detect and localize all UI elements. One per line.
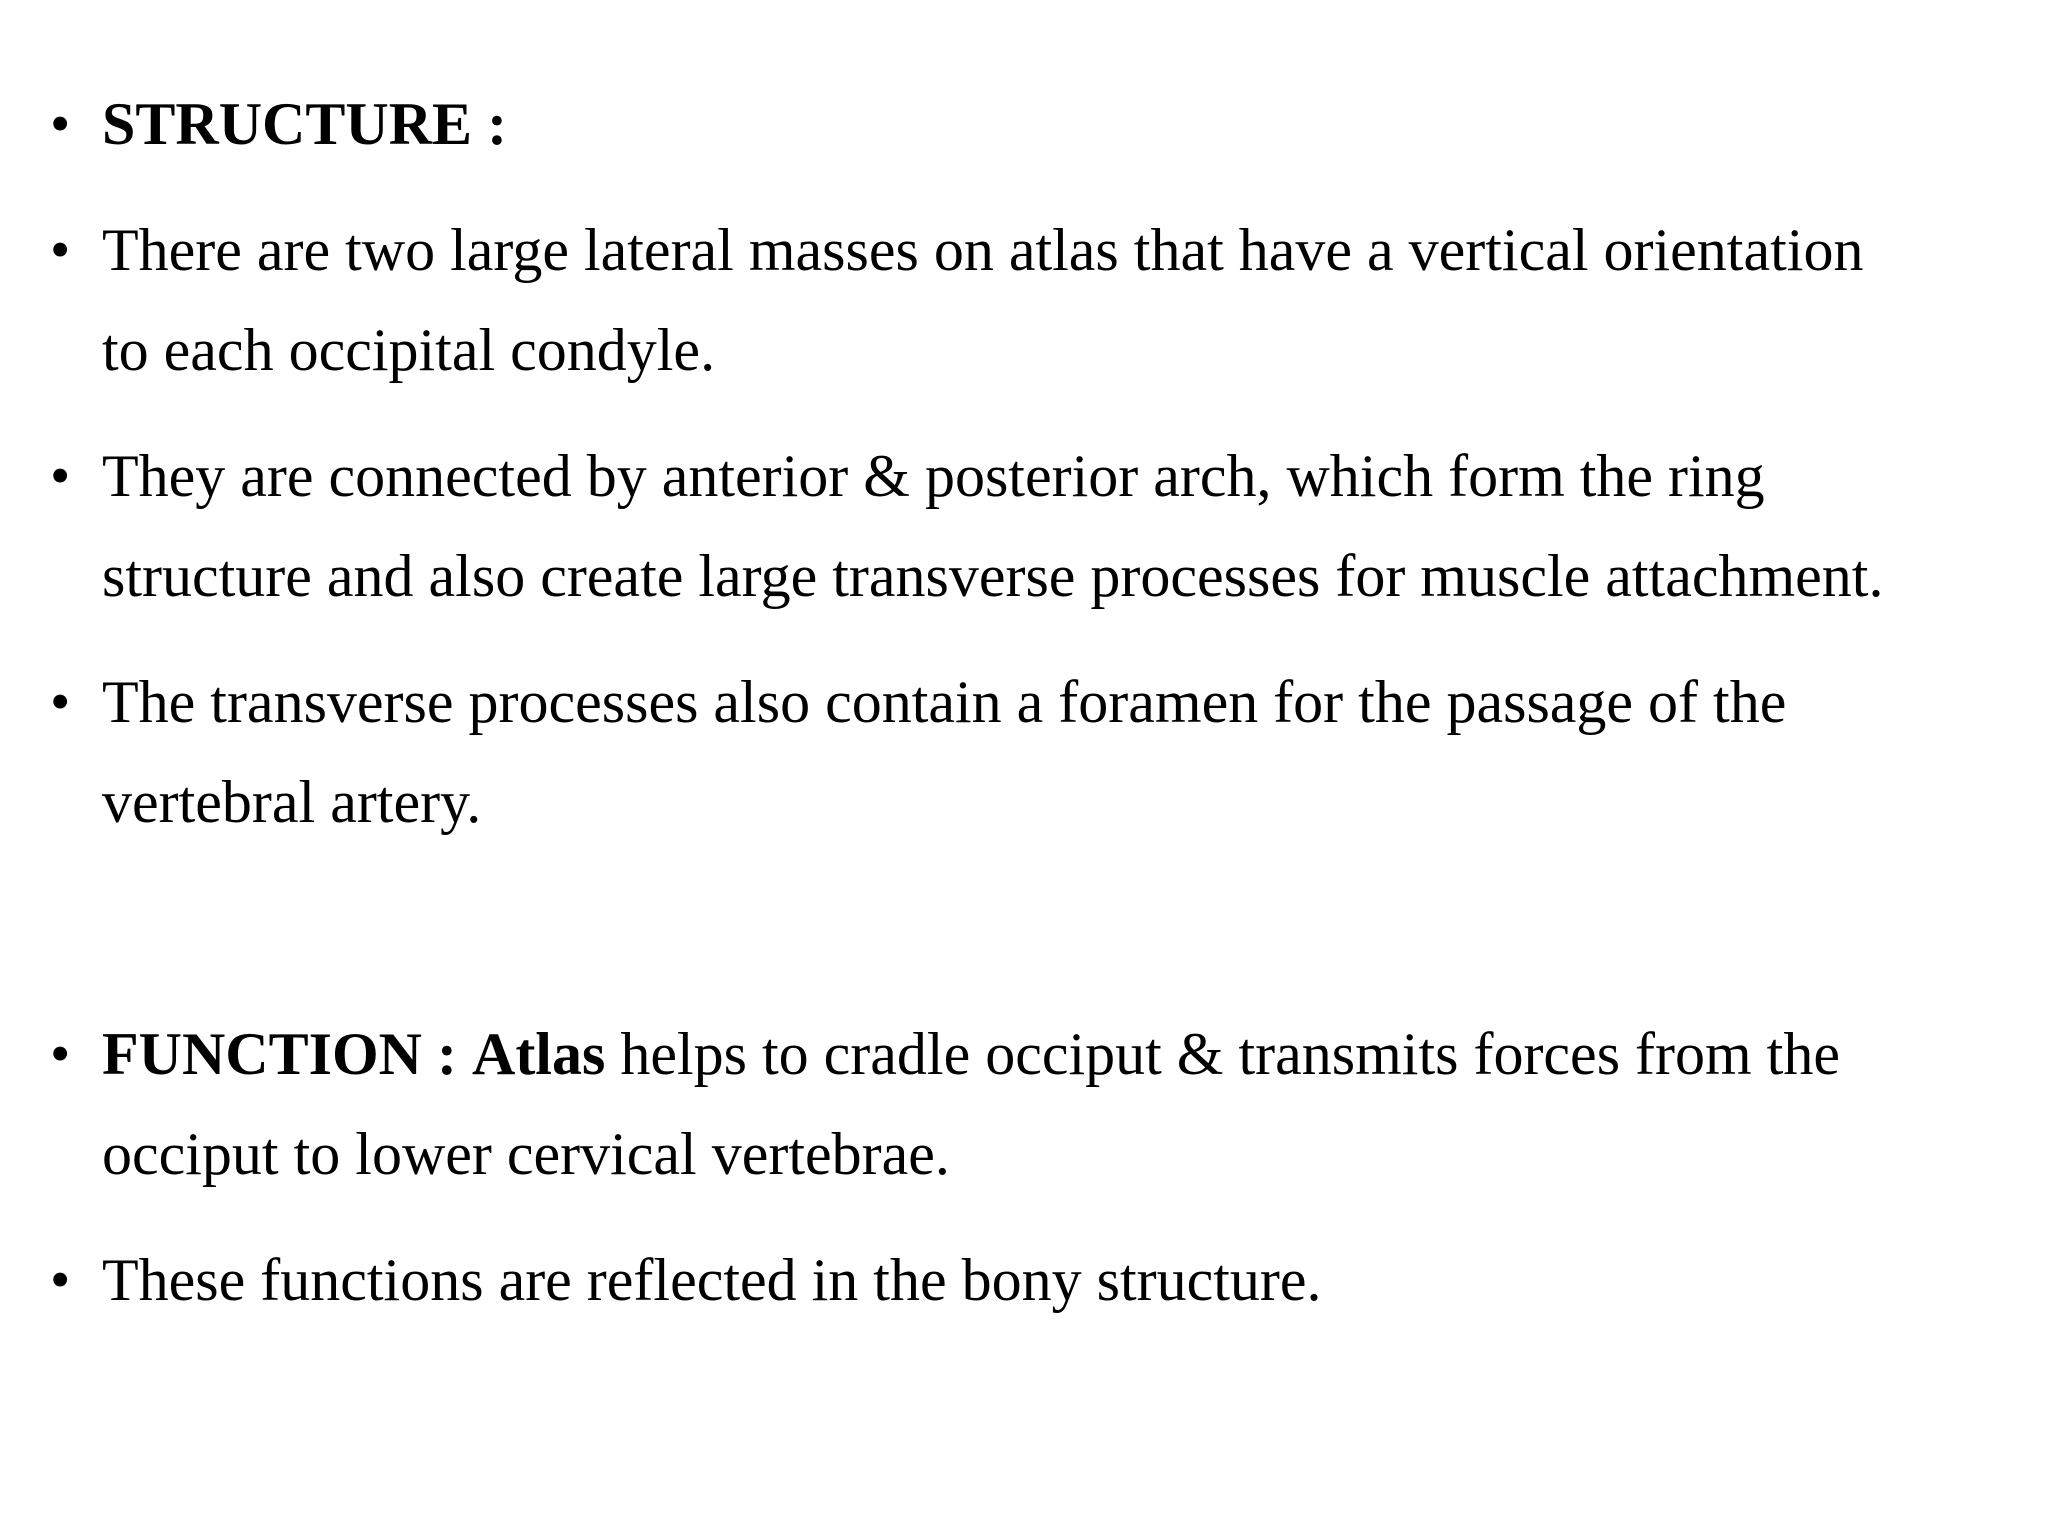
bullet-line: There are two large lateral masses on atlas that have a vertical orientation <box>102 217 1864 283</box>
bullet-line: These functions are reflected in the bony structure. <box>102 1247 1322 1313</box>
bullet-dot: • <box>50 217 71 282</box>
bullet-dot: • <box>50 1021 71 1086</box>
bullet-dot: • <box>50 443 71 508</box>
bullet-dot: • <box>50 1247 71 1312</box>
bullet-line: occiput to lower cervical vertebrae. <box>102 1121 950 1187</box>
function-heading: FUNCTION : <box>102 1021 457 1087</box>
bullet-line: structure and also create large transverse processes for muscle attachment. <box>102 543 1884 609</box>
bullet-text <box>102 200 2022 400</box>
bullet-text <box>102 1230 2022 1330</box>
bullet-line: They are connected by anterior & posterior arch, which form the ring <box>102 443 1765 509</box>
bullet-text <box>102 426 2022 626</box>
atlas-term: Atlas <box>472 1021 606 1087</box>
bullet-line: STRUCTURE : <box>102 91 508 157</box>
bullet-text <box>102 1004 2022 1204</box>
bullet-dot: • <box>50 669 71 734</box>
structure-heading <box>102 74 2022 174</box>
bullet-line <box>102 1004 2022 1104</box>
bullet-dot: • <box>50 91 71 156</box>
function-text: helps to cradle occiput & transmits forces from the <box>605 1021 1840 1087</box>
bullet-line: to each occipital condyle. <box>102 317 716 383</box>
bullet-line: vertebral artery. <box>102 769 482 835</box>
bullet-text <box>102 652 2022 852</box>
bullet-line: The transverse processes also contain a foramen for the passage of the <box>102 669 1787 735</box>
